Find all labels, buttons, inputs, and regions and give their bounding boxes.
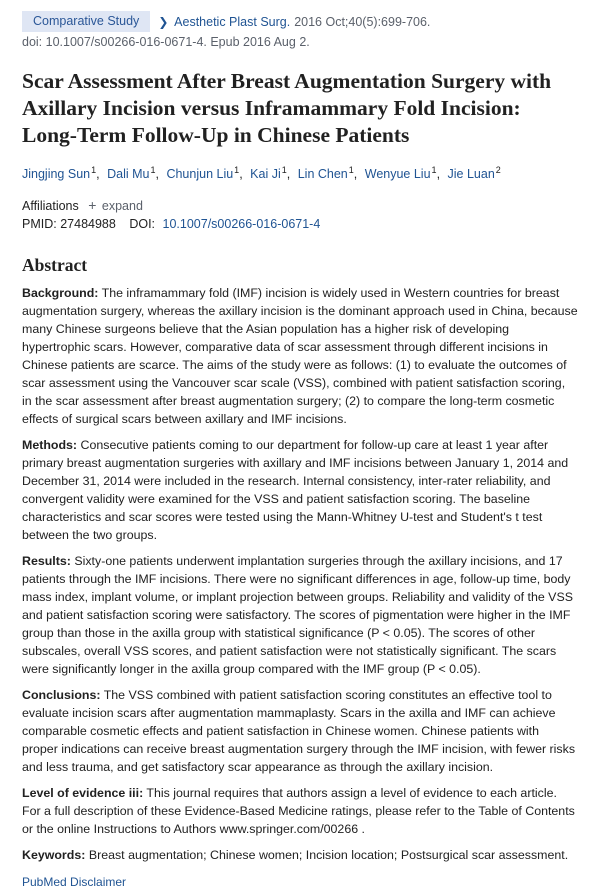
abstract-heading: Abstract [22,255,88,276]
citation-details: 2016 Oct;40(5):699-706. [294,14,431,29]
abstract-methods: Methods: Consecutive patients coming to our department for follow-up care at least 1 year after primary breast augmentation surgeries with axillary and IMF incisions between January 1, 2014 and December 31, 2014 were included in the research. Internal consistency, inter-rater reliability, and convergent validity were examined for the VSS and patient satisfaction scoring. The baseline characteristics and scar scores were tested using the Mann-Whitney U-test and Student's t test between the two groups. [22,438,569,543]
abstract-keywords: Keywords: Breast augmentation; Chinese women; Incision location; Postsurgical scar assessment. [22,848,569,863]
authors-list: Jingjing Sun$^1$, Dali Mu$^1$, Chunjun Liu$^1$, Kai Ji$^1$, Lin Chen$^1$, Wenyue Liu$^1$, Jie Luan$^2$ [22,165,501,182]
doi-link[interactable]: 10.1007/s00266-016-0671-4 [162,217,321,232]
article-ids [22,215,578,233]
chevron-right-icon: ❯ [158,14,169,29]
pmid-label: PMID: [22,217,57,232]
affiliations-label: Affiliations [22,199,79,214]
author-link[interactable]: Wenyue Liu$^1$ [364,165,437,182]
article-title: Scar Assessment After Breast Augmentation Surgery with Axillary Incision versus Inframammary Fold Incision: Long-Term Follow-Up in Chinese Patients [22,69,552,147]
abstract-results: Results: Sixty-one patients underwent implantation surgeries through the axillary incisions, and 17 patients through the IMF incisions. There were no significant differences in age, follow-up time, body mass index, implant volume, or implant projection between groups. Reliability and validity of the VSS and patient satisfaction scoring were satisfactory. The scores of pigmentation were higher in the IMF group than those in the axilla group with statistical significance (P < 0.05). The scores of other subscales, overall VSS scores, and patient satisfaction were not statistically significant. The scars were significantly longer in the axilla group compared with the IMF group (P < 0.05). [22,554,573,677]
pmid-value: 27484988 [60,217,116,232]
abstract-background: Background: The inframammary fold (IMF) incision is widely used in Western countries for breast augmentation surgery, whereas the axillary incision is the dominant approach used in China, because many Chinese surgeons believe that the Asian population has a higher risk of developing hypertrophic scars. However, comparative data of scar assessment through different incisions in Chinese patients are scarce. The aims of the study were as follows: (1) to evaluate the outcomes of scar assessment using the Vancouver scar scale (VSS), combined with patient satisfaction scoring, in the scar assessment after breast augmentation surgery; (2) to compare the long-term cosmetic effects of surgical scars between axillary and IMF incisions. [22,286,578,427]
expand-label: expand [101,199,143,214]
publication-type-badge: Comparative Study [22,11,150,32]
abstract-conclusions: Conclusions: The VSS combined with patient satisfaction scoring constitutes an effective tool to evaluate incision scars after augmentation mammaplasty. Scars in the axilla and IMF can achieve comparable cosmetic effects and patient satisfaction in Chinese women. Chinese patients with proper indications can receive breast augmentation surgery through the IMF incision, with fewer risks and less trauma, and get satisfactory scar appearance as through the axillary incision. [22,688,576,775]
affiliations-toggle[interactable] [22,196,578,215]
author-link[interactable]: Kai Ji$^1$ [250,165,287,182]
journal-link[interactable] [158,13,290,31]
pubmed-disclaimer-link[interactable]: PubMed Disclaimer [22,875,127,890]
author-link[interactable]: Jingjing Sun$^1$ [22,165,97,182]
author-link[interactable]: Jie Luan$^2$ [447,165,501,182]
author-link[interactable]: Lin Chen$^1$ [297,165,354,182]
doi-epub-line: doi: 10.1007/s00266-016-0671-4. Epub 2016 Aug 2. [22,35,310,49]
doi-label: DOI: [129,217,156,232]
author-link[interactable]: Chunjun Liu$^1$ [166,165,240,182]
journal-name: Aesthetic Plast Surg. [174,14,291,29]
abstract-level-of-evidence: Level of evidence iii: This journal requires that authors assign a level of evidence to each article. For a full description of these Evidence-Based Medicine ratings, please refer to the Table of Contents or the online Instructions to Authors www.springer.com/00266 . [22,786,575,837]
article-meta [22,11,578,32]
author-link[interactable]: Dali Mu$^1$ [107,165,156,182]
plus-icon: + [88,197,97,214]
